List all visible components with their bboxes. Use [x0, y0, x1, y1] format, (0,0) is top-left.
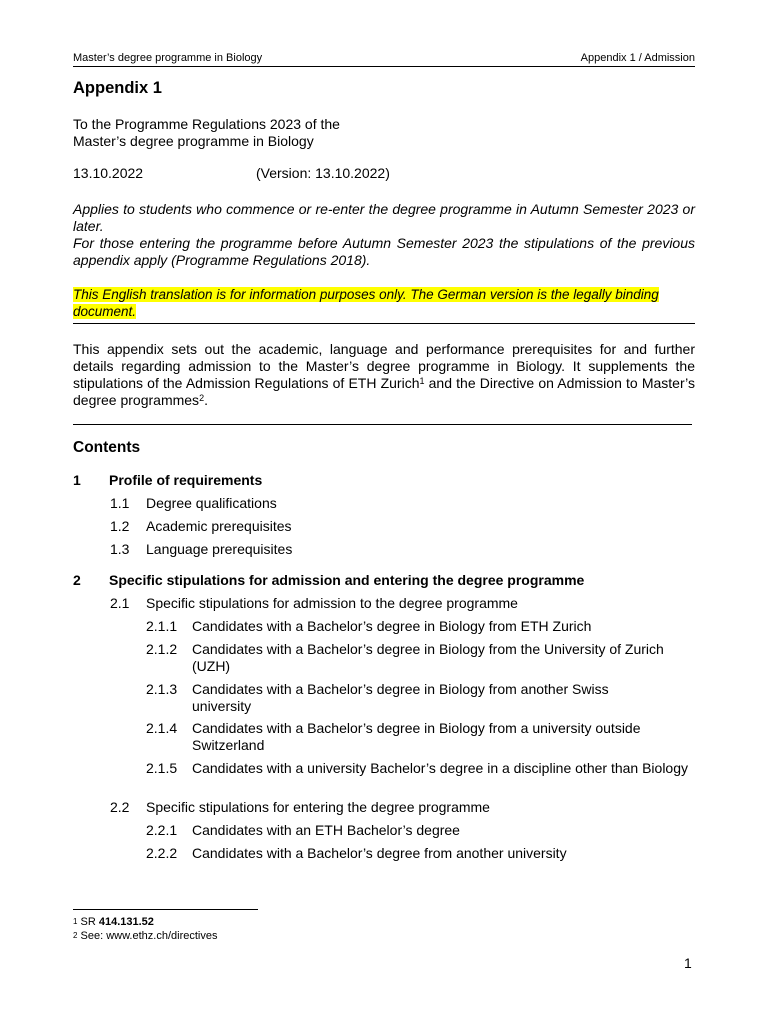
footnote-mark: 1: [73, 917, 78, 926]
toc-number: 2.1.5: [146, 760, 178, 776]
toc-title: Academic prerequisites: [146, 518, 292, 534]
toc-title: Candidates with an ETH Bachelor’s degree: [192, 822, 460, 838]
header-left: Master’s degree programme in Biology: [73, 52, 263, 64]
toc-number: 2: [73, 572, 81, 588]
footnote-separator: [73, 909, 258, 910]
footnote-ref-1[interactable]: 1: [419, 376, 425, 386]
subtitle-line-2: Master’s degree programme in Biology: [73, 133, 314, 149]
header-right: Appendix 1 / Admission: [580, 52, 695, 64]
toc-number: 1: [73, 472, 81, 488]
toc-number: 2.1.1: [146, 618, 178, 634]
footnote-text[interactable]: See: www.ethz.ch/directives: [80, 930, 218, 942]
document-version: (Version: 13.10.2022): [256, 165, 390, 181]
page-number: 1: [684, 955, 692, 971]
toc-number: 2.2.1: [146, 822, 178, 838]
toc-number: 2.1.2: [146, 641, 178, 657]
applicability-paragraph: [73, 201, 695, 269]
footnote-sr-number: 414.131.52: [98, 916, 154, 928]
toc-title: Profile of requirements: [109, 472, 263, 488]
toc-title: Specific stipulations for admission to the degree programme: [146, 595, 518, 611]
intro-text-c: .: [204, 392, 208, 408]
toc-number: 1.2: [110, 518, 130, 534]
toc-number: 2.1.3: [146, 681, 178, 697]
toc-number: 1.1: [110, 495, 130, 511]
intro-text-a: This appendix sets out the academic, language and performance prerequisites for and further details regarding admission to the Master’s degree programme in Biology. It supplements the stipulations of the Admission Regulations of ETH Zurich: [73, 341, 695, 391]
subtitle-line-1: To the Programme Regulations 2023 of the: [73, 116, 340, 132]
footnote-prefix: SR: [80, 916, 99, 928]
toc-title: Candidates with a Bachelor’s degree in Biology from the University of Zurich (UZH): [192, 641, 664, 674]
document-date: 13.10.2022: [73, 165, 144, 181]
subtitle: [73, 116, 695, 150]
toc-title: Specific stipulations for admission and entering the degree programme: [109, 572, 585, 588]
toc-title: Specific stipulations for entering the degree programme: [146, 799, 490, 815]
page-header: [73, 51, 695, 67]
toc-title: Candidates with a Bachelor’s degree in Biology from another Swiss university: [192, 681, 609, 714]
footnote-mark: 2: [73, 931, 78, 940]
translation-note-text: This English translation is for information purposes only. The German version is the legally binding document.: [73, 287, 659, 319]
toc-title: Candidates with a Bachelor’s degree in Biology from ETH Zurich: [192, 618, 592, 634]
applies-text: Applies to students who commence or re-enter the degree programme in Autumn Semester 2023 or later.: [73, 201, 695, 234]
intro-text-b: and the Directive on Admission to Master’s degree programmes: [73, 375, 695, 408]
previous-appendix-text: For those entering the programme before Autumn Semester 2023 the stipulations of the previous appendix apply (Programme Regulations 2018).: [73, 235, 695, 268]
toc-number: 2.1: [110, 595, 130, 611]
divider: [73, 424, 692, 425]
toc-title: Candidates with a university Bachelor’s degree in a discipline other than Biology: [192, 760, 688, 776]
toc-title: Degree qualifications: [146, 495, 277, 511]
toc-title: Candidates with a Bachelor’s degree in Biology from a university outside Switzerland: [192, 720, 641, 753]
document-title: Appendix 1: [73, 79, 162, 97]
footnote-ref-2[interactable]: 2: [199, 393, 205, 403]
toc-title: Language prerequisites: [146, 541, 293, 557]
translation-note: [73, 286, 695, 320]
toc-number: 1.3: [110, 541, 130, 557]
footnote-2: [73, 930, 217, 943]
toc-number: 2.1.4: [146, 720, 178, 736]
footnote-1: [73, 916, 154, 929]
toc-title: Candidates with a Bachelor’s degree from another university: [192, 845, 567, 861]
contents-heading: Contents: [73, 439, 141, 456]
toc-number: 2.2: [110, 799, 130, 815]
divider: [73, 323, 695, 324]
intro-paragraph: [73, 341, 695, 409]
toc-number: 2.2.2: [146, 845, 178, 861]
